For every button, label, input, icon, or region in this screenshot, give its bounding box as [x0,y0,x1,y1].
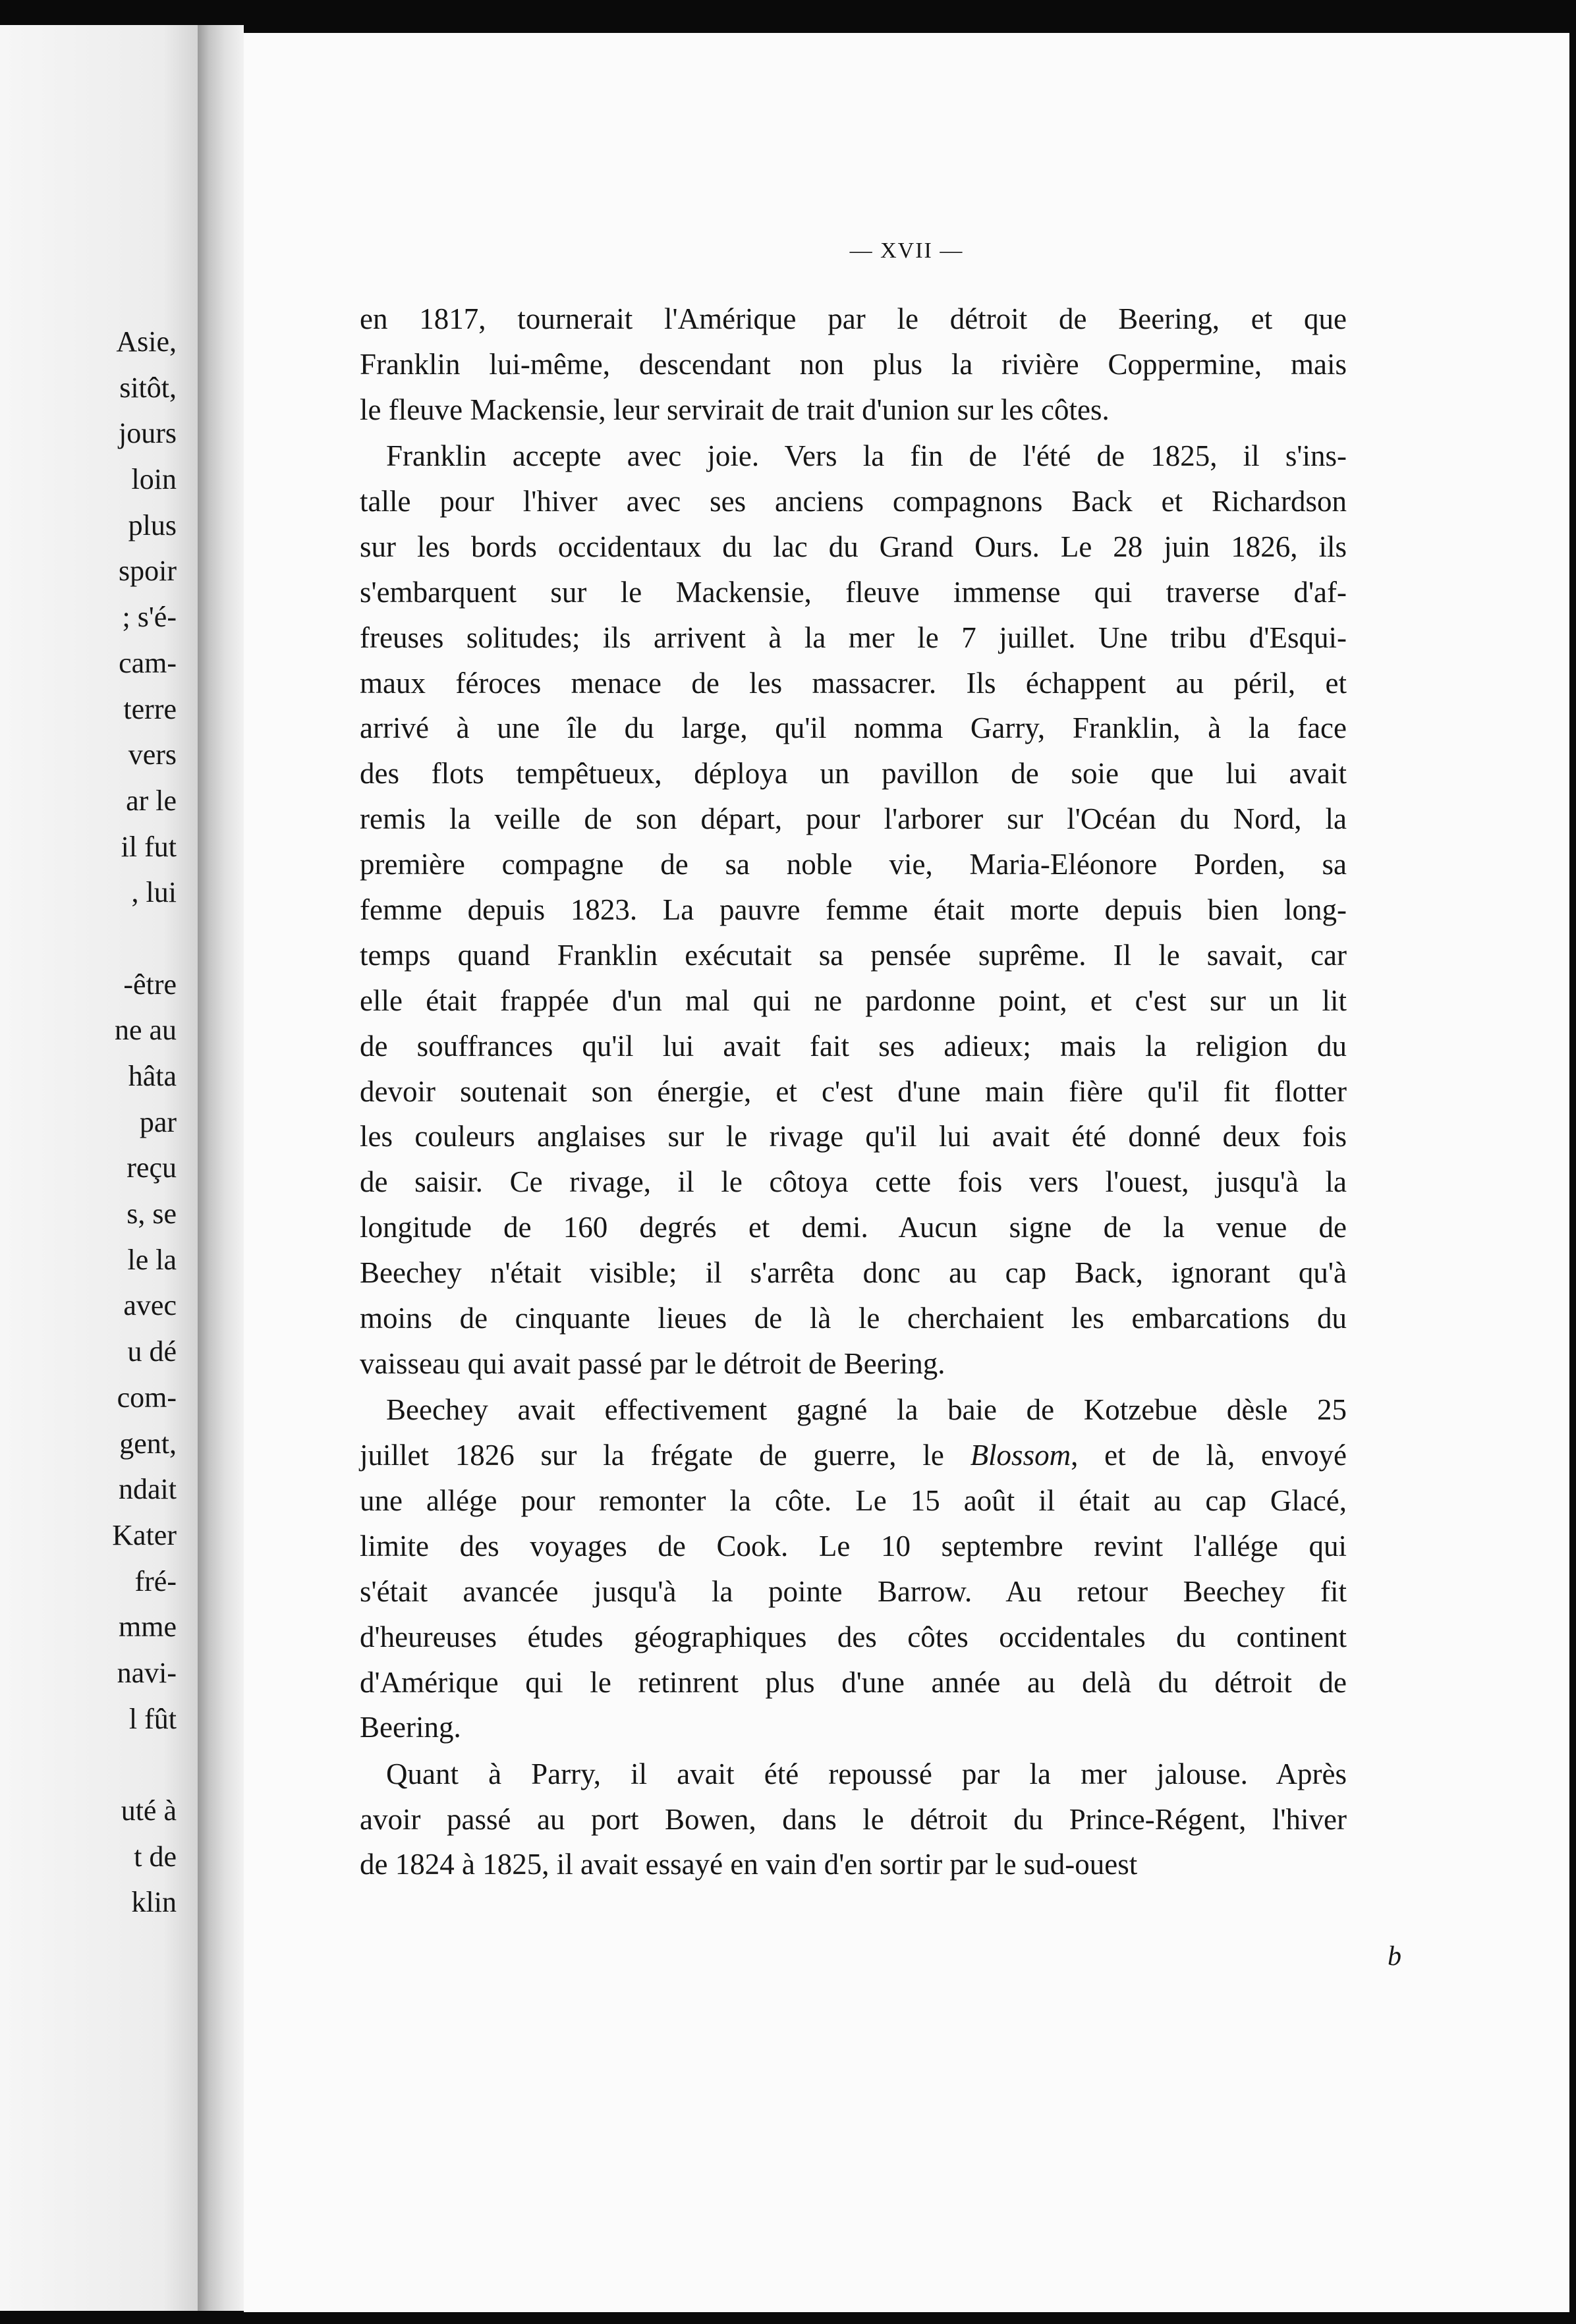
text-line: longitude de 160 degrés et demi. Aucun signe de la venue de [360,1211,1347,1244]
left-fragment-line: terre [123,692,177,725]
left-fragment-line: ; s'é- [122,601,177,634]
page-number: — XVII — [849,238,964,263]
left-fragment-line: vers [128,738,177,771]
ship-name: Blossom [970,1439,1071,1472]
text-line: arrivé à une île du large, qu'il nomma Garry, Franklin, à la face [360,711,1347,745]
text-line: les couleurs anglaises sur le rivage qu'il lui avait été donné deux fois [360,1120,1347,1153]
left-fragment-line: t de [134,1840,177,1873]
text-line: avoir passé au port Bowen, dans le détroit du Prince-Régent, l'hiver [360,1802,1347,1836]
text-line: de souffrances qu'il lui avait fait ses adieux; mais la religion du [360,1029,1347,1063]
text-line: s'embarquent sur le Mackensie, fleuve immense qui traverse d'af- [360,575,1347,609]
signature-mark: b [1388,1941,1401,1972]
left-fragment-line: plus [128,509,177,541]
left-fragment-line: cam- [119,646,177,679]
left-fragment-line: ne au [114,1014,177,1047]
left-fragment-line: Asie, [116,325,177,358]
left-fragment-line: spoir [119,555,177,588]
left-fragment-line: u dé [127,1335,177,1368]
left-fragment-line: ndait [119,1473,177,1506]
text-line: remis la veille de son départ, pour l'arborer sur l'Océan du Nord, la [360,802,1347,836]
text-line: sur les bords occidentaux du lac du Grand Ours. Le 28 juin 1826, ils [360,530,1347,563]
left-page-edge [0,25,204,2311]
text-line: freuses solitudes; ils arrivent à la mer le 7 juillet. Une tribu d'Esqui- [360,621,1347,654]
left-page-text-fragments [0,319,177,1925]
text-line: de 1824 à 1825, il avait essayé en vain d'en sortir par le sud-ouest [360,1848,1138,1881]
left-fragment-line: uté à [121,1794,177,1827]
left-fragment-line: reçu [127,1151,177,1184]
text-line: limite des voyages de Cook. Le 10 septembre revint l'allége qui [360,1529,1347,1563]
text-line: en 1817, tournerait l'Amérique par le détroit de Beering, et que [360,302,1347,335]
left-fragment-line: , lui [131,876,177,909]
text-line: une allége pour remonter la côte. Le 15 août il était au cap Glacé, [360,1483,1347,1517]
book-gutter [198,25,244,2311]
text-line: devoir soutenait son énergie, et c'est d'une main fière qu'il fit flotter [360,1074,1347,1108]
text-line: vaisseau qui avait passé par le détroit de Beering. [360,1346,945,1380]
left-fragment-line: hâta [128,1060,177,1092]
text-line: des flots tempêtueux, déploya un pavillon de soie que lui avait [360,757,1347,790]
text-line: le fleuve Mackensie, leur servirait de trait d'union sur les côtes. [360,393,1110,426]
left-fragment-line: s, se [127,1198,177,1231]
text-line: Beering. [360,1711,461,1744]
left-fragment-line: avec [123,1289,177,1322]
text-line: de saisir. Ce rivage, il le côtoya cette fois vers l'ouest, jusqu'à la [360,1165,1347,1199]
left-fragment-line: jours [119,417,177,450]
text-line: maux féroces menace de les massacrer. Ils échappent au péril, et [360,666,1347,700]
left-fragment-line [0,916,177,962]
left-fragment-line: gent, [119,1427,177,1460]
body-text [360,296,1347,1887]
left-fragment-line: fré- [134,1564,177,1597]
text-line: temps quand Franklin exécutait sa pensée suprême. Il le savait, car [360,938,1347,972]
left-fragment-line: mme [119,1611,177,1644]
left-fragment-line: Kater [112,1518,177,1551]
text-line: talle pour l'hiver avec ses anciens compagnons Back et Richardson [360,484,1347,518]
text-line: s'était avancée jusqu'à la pointe Barrow. Au retour Beechey fit [360,1574,1347,1608]
text-line: Quant à Parry, il avait été repoussé par la mer jalouse. Après [386,1757,1347,1790]
left-fragment-line: klin [131,1886,177,1919]
left-fragment-line: com- [117,1381,177,1414]
text-line: d'heureuses études géographiques des côtes occidentales du continent [360,1620,1347,1653]
left-fragment-line: il fut [121,830,177,863]
text-line: juillet 1826 sur la frégate de guerre, le Blossom, et de là, envoyé [360,1439,1347,1472]
right-page [244,33,1569,2312]
text-line: Beechey avait effectivement gagné la baie de Kotzebue dèsle 25 [386,1393,1347,1427]
text-line: moins de cinquante lieues de là le cherchaient les embarcations du [360,1301,1347,1335]
left-fragment-line: navi- [117,1656,177,1689]
left-fragment-line: -être [123,968,177,1001]
text-line: femme depuis 1823. La pauvre femme était morte depuis bien long- [360,893,1347,926]
text-line: première compagne de sa noble vie, Maria-Eléonore Porden, sa [360,848,1347,881]
text-line: elle était frappée d'un mal qui ne pardonne point, et c'est sur un lit [360,983,1347,1017]
left-fragment-line: par [139,1105,177,1138]
left-fragment-line [0,1742,177,1788]
left-fragment-line: l fût [128,1702,177,1735]
text-line: Beechey n'était visible; il s'arrêta donc au cap Back, ignorant qu'à [360,1256,1347,1290]
text-line: Franklin accepte avec joie. Vers la fin de l'été de 1825, il s'ins- [386,439,1347,473]
left-fragment-line: ar le [126,784,177,817]
left-fragment-line: loin [131,463,177,496]
text-line: Franklin lui-même, descendant non plus la rivière Coppermine, mais [360,347,1347,381]
text-line: d'Amérique qui le retinrent plus d'une année au delà du détroit de [360,1665,1347,1699]
left-fragment-line: sitôt, [119,371,177,404]
left-fragment-line: le la [127,1243,177,1276]
